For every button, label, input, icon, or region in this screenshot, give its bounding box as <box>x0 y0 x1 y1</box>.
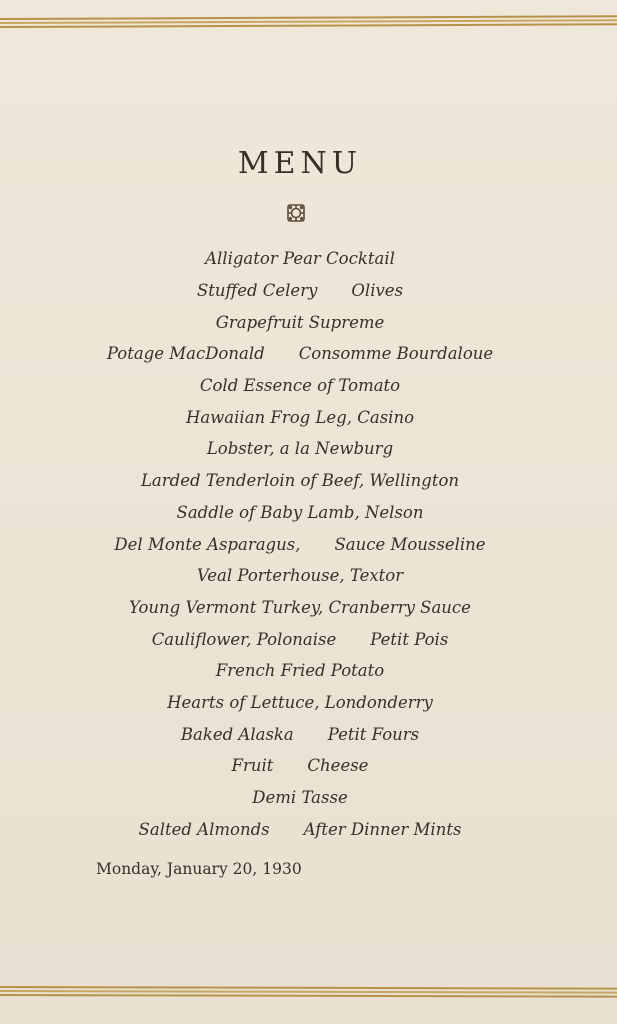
menu-item: Sauce Mousseline <box>334 534 486 554</box>
menu-item: Cheese <box>307 756 369 776</box>
menu-item: Petit Fours <box>327 724 420 744</box>
menu-item-row <box>0 655 600 687</box>
menu-item-row <box>0 497 600 529</box>
bottom-gold-border <box>0 986 617 1000</box>
menu-item: Saddle of Baby Lamb, Nelson <box>176 502 424 522</box>
menu-item: Hawaiian Frog Leg, Casino <box>185 407 415 427</box>
menu-item: Salted Almonds <box>138 819 270 839</box>
menu-item: Potage MacDonald <box>106 344 265 364</box>
menu-item-row <box>0 275 600 307</box>
menu-item: Del Monte Asparagus, <box>114 534 301 554</box>
menu-item: Cold Essence of Tomato <box>199 376 401 396</box>
menu-title: MENU <box>237 146 363 181</box>
menu-item-row <box>0 465 600 497</box>
menu-item: Young Vermont Turkey, Cranberry Sauce <box>129 597 471 617</box>
menu-item-row <box>0 433 600 465</box>
menu-item: Larded Tenderloin of Beef, Wellington <box>140 471 460 491</box>
menu-item: Baked Alaska <box>180 724 294 744</box>
menu-item: Fruit <box>231 756 274 776</box>
menu-item: Stuffed Celery <box>196 281 318 301</box>
menu-date: Monday, January 20, 1930 <box>96 860 302 878</box>
menu-item: Lobster, a la Newburg <box>206 439 394 459</box>
menu-item: Veal Porterhouse, Textor <box>196 566 404 586</box>
menu-item-row <box>0 782 600 814</box>
menu-item: Grapefruit Supreme <box>215 312 385 332</box>
menu-item-row <box>0 243 600 275</box>
menu-item-row <box>0 750 600 782</box>
top-gold-border <box>0 15 617 30</box>
menu-item: Alligator Pear Cocktail <box>205 249 395 269</box>
menu-item-row <box>0 623 600 655</box>
menu-item-row <box>0 687 600 719</box>
menu-item-row <box>0 813 600 845</box>
menu-item-row <box>0 592 600 624</box>
menu-item: Cauliflower, Polonaise <box>151 629 337 649</box>
menu-item: Olives <box>351 281 404 301</box>
menu-item-row <box>0 306 600 338</box>
menu-item-row <box>0 401 600 433</box>
menu-item-row <box>0 370 600 402</box>
menu-items-list <box>0 243 600 845</box>
menu-item: Demi Tasse <box>252 788 348 808</box>
menu-item-row <box>0 338 600 370</box>
menu-item: Petit Pois <box>370 629 449 649</box>
menu-item-row <box>0 560 600 592</box>
menu-item: Hearts of Lettuce, Londonderry <box>167 692 433 712</box>
menu-item: Consomme Bourdaloue <box>298 344 494 364</box>
menu-item: French Fried Potato <box>215 661 385 681</box>
celtic-knot-ornament-icon <box>286 203 306 223</box>
menu-item-row <box>0 718 600 750</box>
menu-item-row <box>0 528 600 560</box>
menu-item: After Dinner Mints <box>303 819 462 839</box>
